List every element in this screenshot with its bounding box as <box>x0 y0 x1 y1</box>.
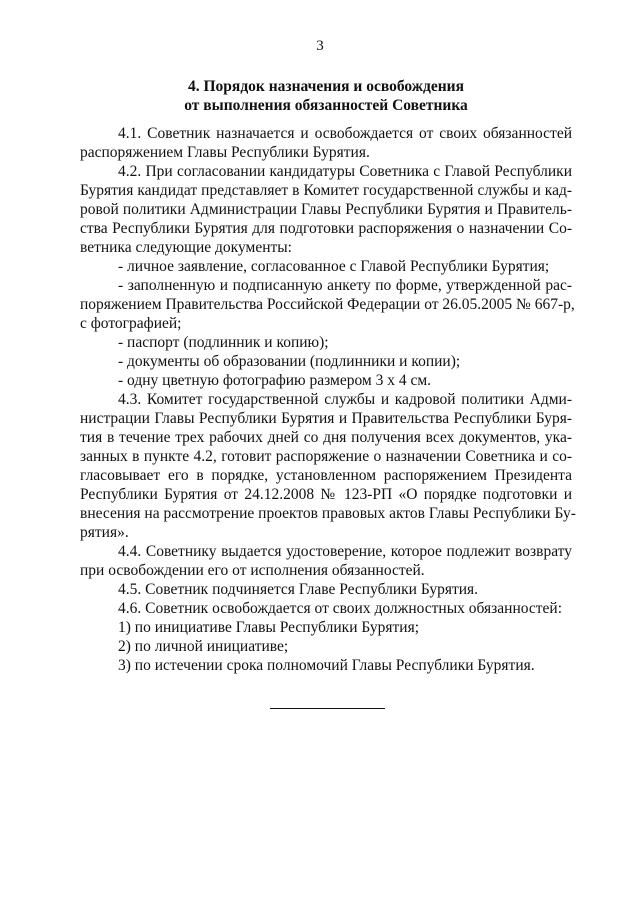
section-title-line-2: от выполнения обязанностей Советника <box>184 97 468 114</box>
body-line: 4.2. При согласовании кандидатуры Советника с Главой Республики <box>118 163 572 180</box>
body-line: нистрации Главы Республики Бурятия и Правительства Республики Буря- <box>80 410 572 427</box>
section-title <box>80 77 572 115</box>
body-line: распоряжением Главы Республики Бурятия. <box>80 144 370 161</box>
body-line: 4.5. Советник подчиняется Главе Республики Бурятия. <box>118 581 479 598</box>
body-line: - паспорт (подлинник и копию); <box>118 334 329 351</box>
body-line: - одну цветную фотографию размером 3 х 4 см. <box>118 372 432 389</box>
body-line: - документы об образовании (подлинники и копии); <box>118 353 461 370</box>
body-line: 1) по инициативе Главы Республики Бурятия; <box>118 619 420 636</box>
body-line: гласовывает его в порядке, установленном распоряжением Президента <box>80 467 572 484</box>
body-line: 3) по истечении срока полномочий Главы Республики Бурятия. <box>118 657 535 674</box>
body-line: 4.6. Советник освобождается от своих должностных обязанностей: <box>118 600 563 617</box>
page-number: 3 <box>316 38 324 54</box>
body-line: занных в пункте 4.2, готовит распоряжение о назначении Советника и со- <box>80 448 572 465</box>
body-line: с фотографией; <box>80 315 182 332</box>
section-body <box>80 124 576 675</box>
body-line: рятия». <box>80 524 129 541</box>
body-line: тия в течение трех рабочих дней со дня получения всех документов, ука- <box>80 429 572 446</box>
body-line: - личное заявление, согласованное с Главой Республики Бурятия; <box>118 258 550 275</box>
body-line: внесения на рассмотрение проектов правовых актов Главы Республики Бу- <box>80 505 576 522</box>
body-line: поряжением Правительства Российской Федерации от 26.05.2005 № 667-р, <box>80 296 575 313</box>
separator-line <box>270 708 385 709</box>
body-line: при освобождении его от исполнения обязанностей. <box>80 562 425 579</box>
body-line: Республики Бурятия от 24.12.2008 № 123-РП «О порядке подготовки и <box>80 486 572 503</box>
body-line: 4.3. Комитет государственной службы и кадровой политики Адми- <box>118 391 572 408</box>
body-line: Бурятия кандидат представляет в Комитет государственной службы и кад- <box>80 182 572 199</box>
body-line: 4.1. Советник назначается и освобождается от своих обязанностей <box>118 125 572 142</box>
body-line: 4.4. Советнику выдается удостоверение, которое подлежит возврату <box>118 543 572 560</box>
body-line: - заполненную и подписанную анкету по форме, утвержденной рас- <box>118 277 572 294</box>
body-line: 2) по личной инициативе; <box>118 638 289 655</box>
body-line: ровой политики Администрации Главы Республики Бурятия и Правитель- <box>80 201 572 218</box>
body-line: ства Республики Бурятия для подготовки распоряжения о назначении Со- <box>80 220 572 237</box>
body-line: ветника следующие документы: <box>80 239 292 256</box>
section-title-line-1: 4. Порядок назначения и освобождения <box>188 78 464 95</box>
